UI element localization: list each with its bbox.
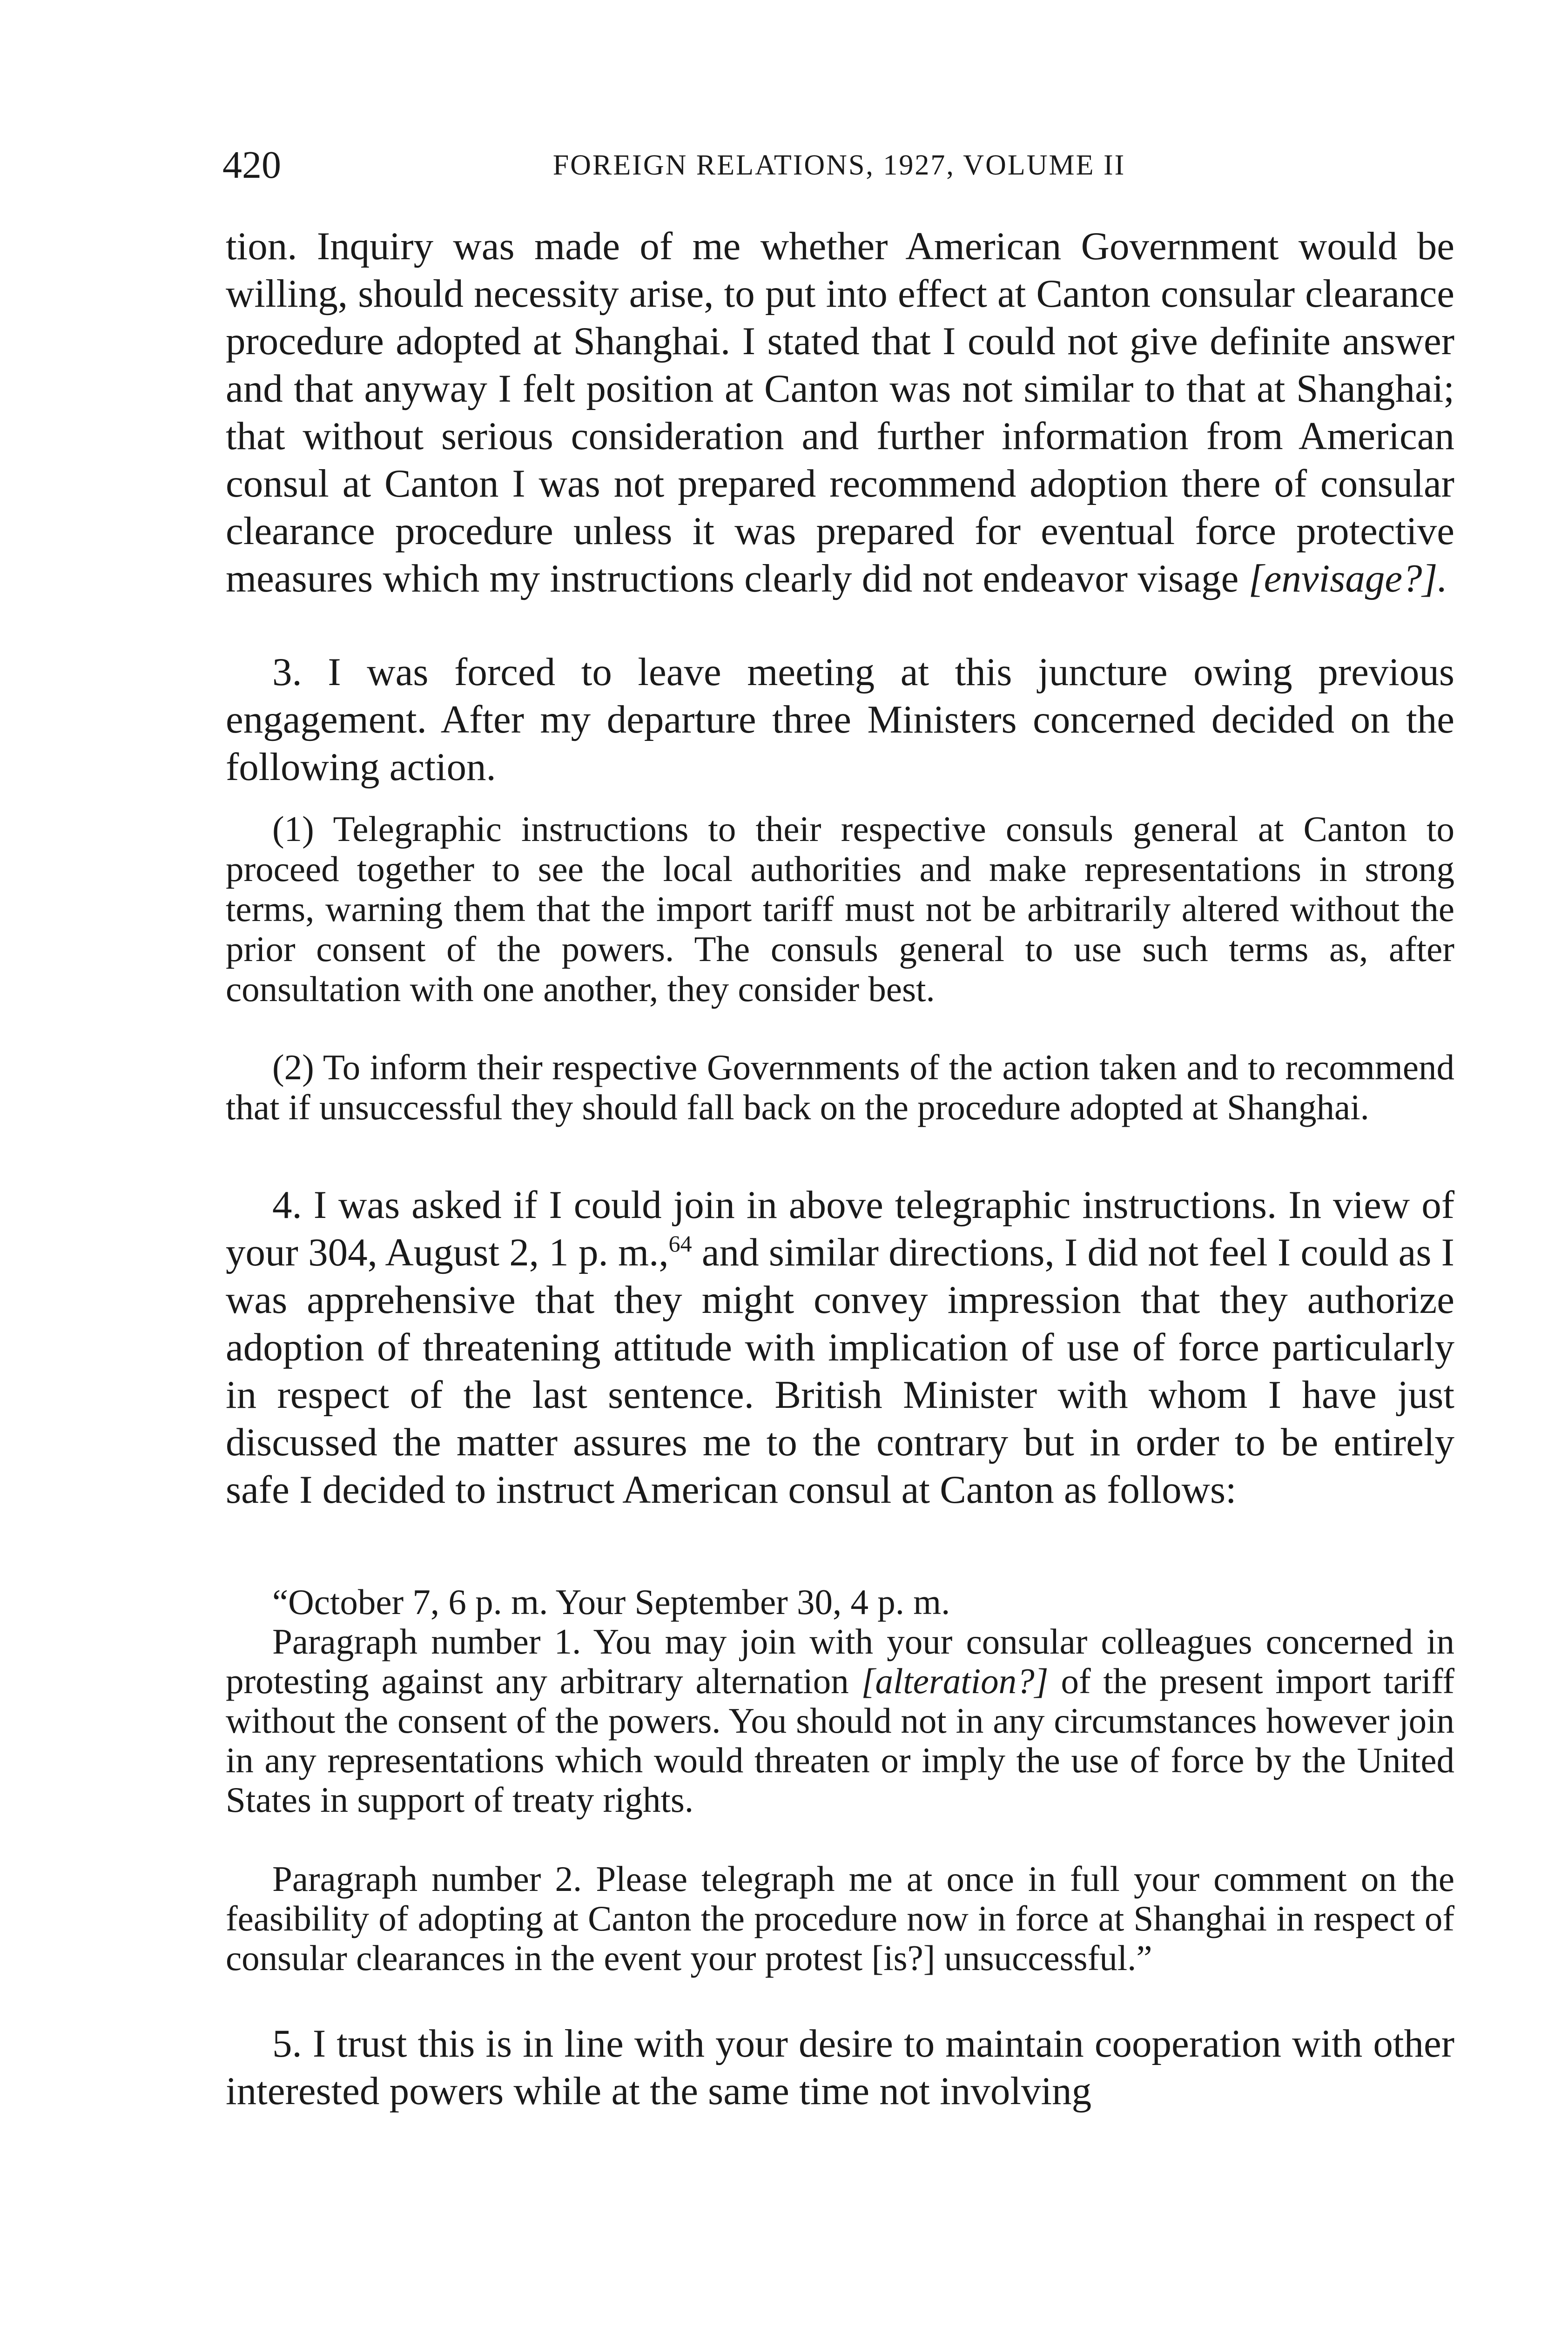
running-title: FOREIGN RELATIONS, 1927, VOLUME II [552, 149, 1126, 181]
quote-paragraph-1 [226, 1622, 1454, 1820]
page-header [222, 140, 1456, 191]
paragraph-4-text-a: 4. I was asked if I could join in above telegraphic instructions. In view of your 304, August 2, 1 p. m., [226, 1183, 1454, 1274]
page-number: 420 [222, 143, 281, 187]
editorial-bracket: [envisage?]. [1248, 557, 1447, 600]
paragraph-4 [226, 1181, 1454, 1513]
action-item-1: (1) Telegraphic instructions to their respective consuls general at Canton to proceed together to see the local authorities and make representations in strong terms, warning them that the import tariff must not be arbitrarily altered without the prior consent of the powers. The consuls general to use such terms as, after consultation with one another, they consider best. [226, 809, 1454, 1009]
quote-paragraph-2: Paragraph number 2. Please telegraph me at once in full your comment on the feasibility of adopting at Canton the procedure now in force at Shanghai in respect of consular clearances in the event your protest [is?] unsuccessful.” [226, 1859, 1454, 1978]
footnote-reference: 64 [668, 1231, 692, 1257]
paragraph-continuation-text: tion. Inquiry was made of me whether American Government would be willing, should necessity arise, to put into effect at Canton consular clearance procedure adopted at Shanghai. I stated that I could not give definite answer and that anyway I felt position at Canton was not similar to that at Shanghai; that without serious consideration and further information from American consul at Canton I was not prepared recommend adoption there of consular clearance procedure unless it was prepared for eventual force protective measures which my instructions clearly did not endeavor visage [226, 224, 1454, 600]
quote-paragraph-1-text-a: Paragraph number 1. You may join with your consular colleagues concerned in protesting against any arbitrary alternation [226, 1621, 1454, 1701]
action-item-2: (2) To inform their respective Governments of the action taken and to recommend that if unsuccessful they should fall back on the procedure adopted at Shanghai. [226, 1047, 1454, 1127]
paragraph-continuation [226, 222, 1454, 602]
editorial-bracket-alteration: [alteration?] [861, 1661, 1049, 1701]
quote-dateline: “October 7, 6 p. m. Your September 30, 4 p. m. [272, 1582, 950, 1622]
paragraph-3: 3. I was forced to leave meeting at this juncture owing previous engagement. After my departure three Ministers concerned decided on the following action. [226, 650, 1454, 789]
paragraph-5: 5. I trust this is in line with your desire to maintain cooperation with other interested powers while at the same time not involving [226, 2022, 1454, 2113]
quote-paragraph-1-text-b: of the present import tariff without the consent of the powers. You should not in any circumstances however join in any representations which would threaten or imply the use of force by the United States in support of treaty rights. [226, 1661, 1454, 1820]
paragraph-4-text-b: and similar directions, I did not feel I could as I was apprehensive that they might convey impression that they authorize adoption of threatening attitude with implication of use of force particularly in respect of the last sentence. British Minister with whom I have just discussed the matter assures me to the contrary but in order to be entirely safe I decided to instruct American consul at Canton as follows: [226, 1231, 1454, 1512]
